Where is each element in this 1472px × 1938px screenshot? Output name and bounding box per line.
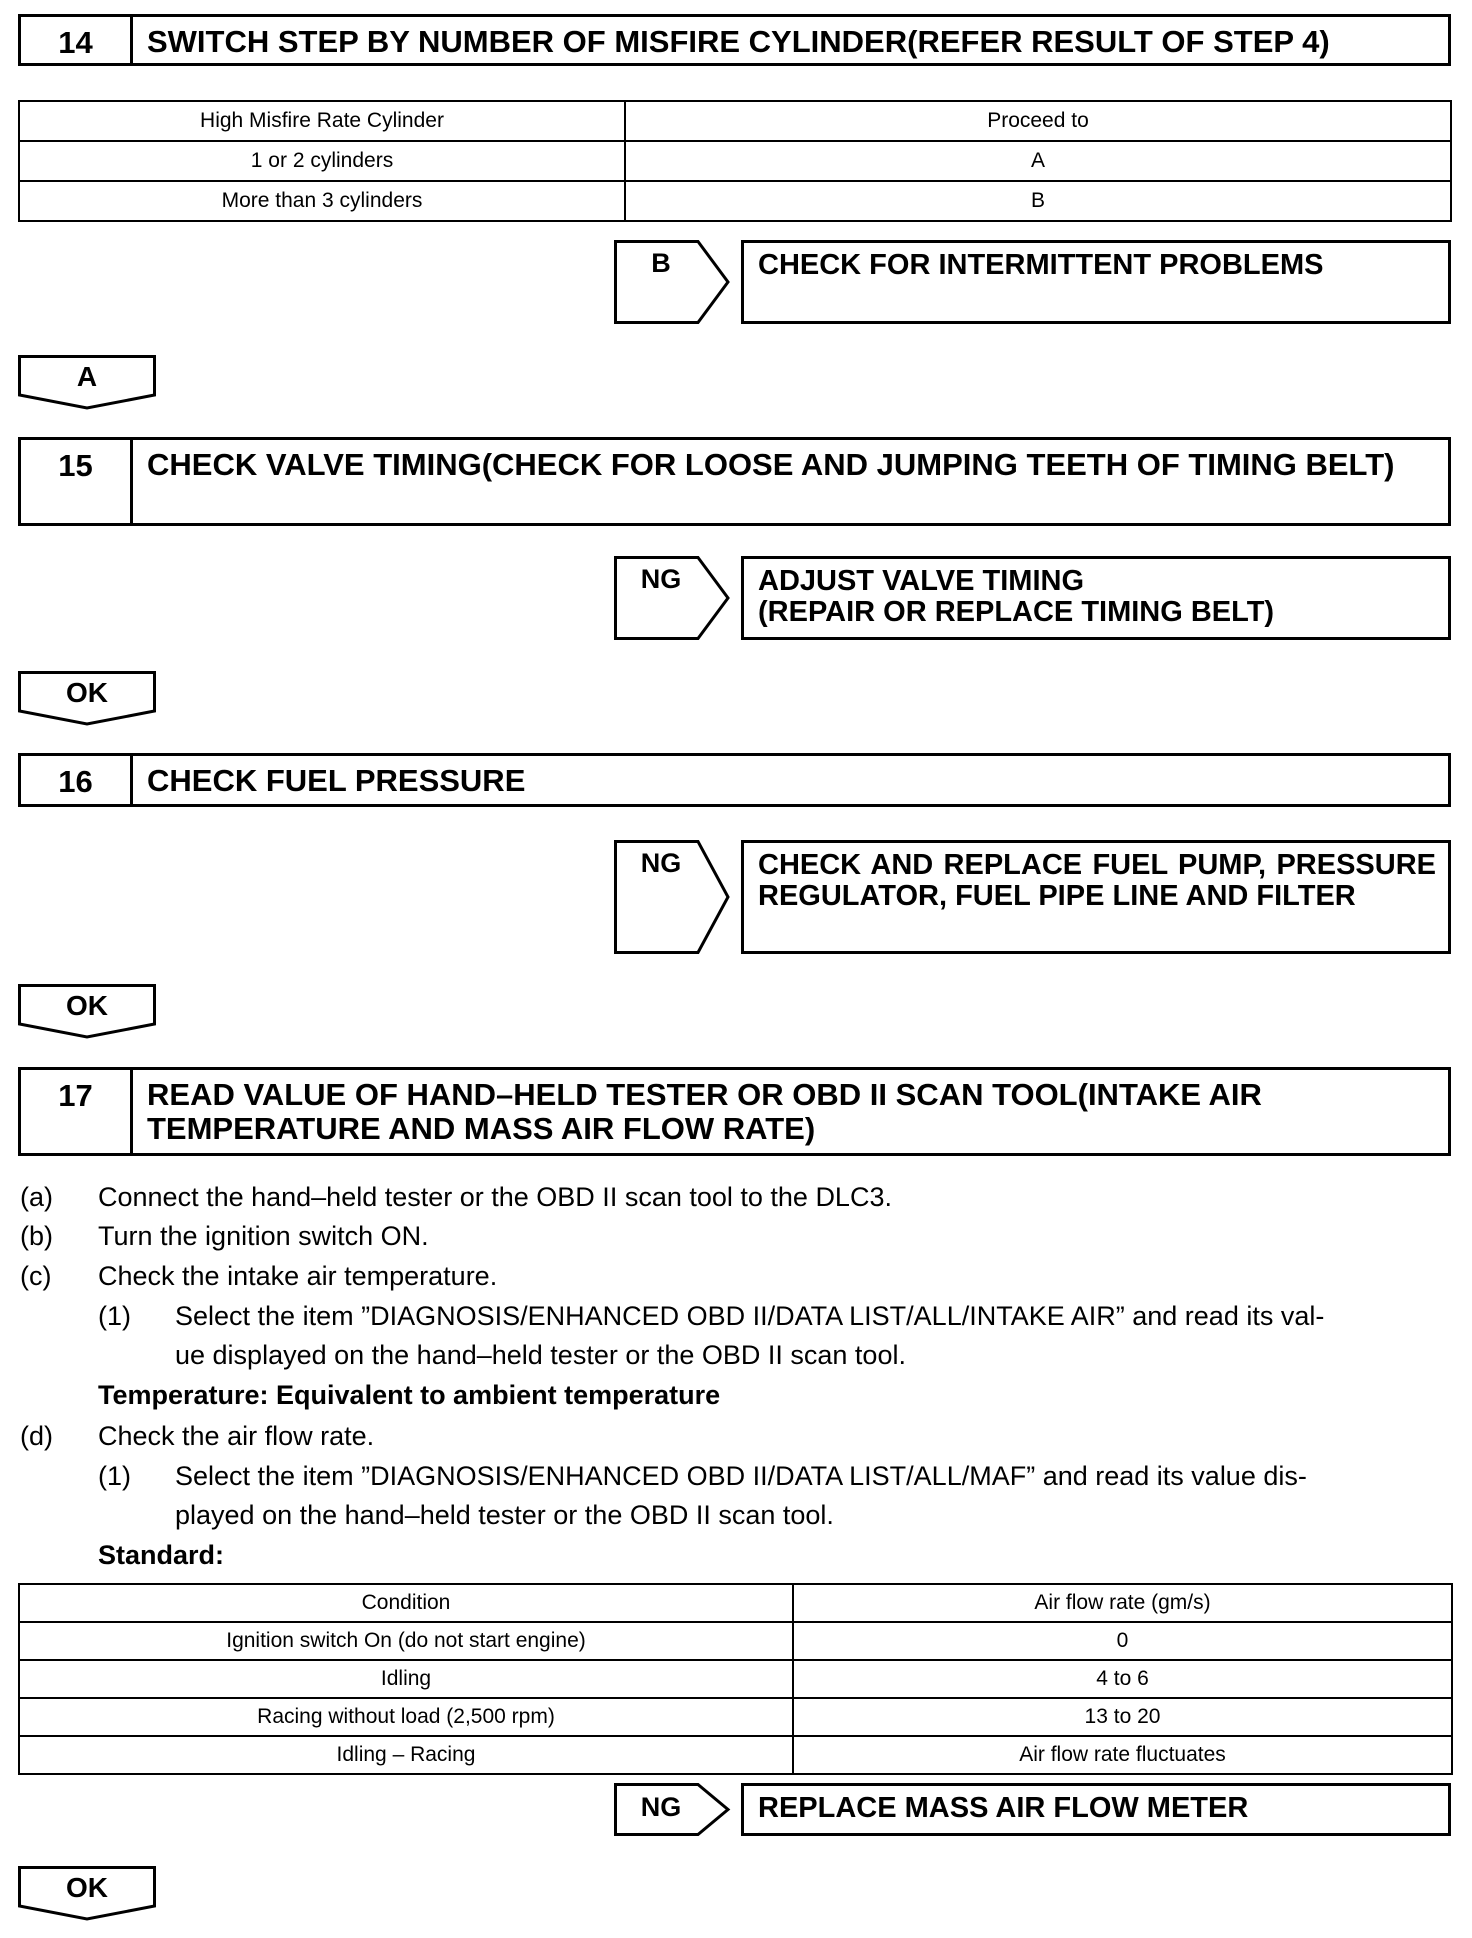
branch-label: NG xyxy=(640,848,682,878)
step-number: 16 xyxy=(21,756,133,804)
table-header-cell: Condition xyxy=(19,1584,793,1622)
temperature-spec: Temperature: Equivalent to ambient temperature xyxy=(98,1380,721,1410)
table-header-cell: High Misfire Rate Cylinder xyxy=(19,101,625,141)
standard-label: Standard: xyxy=(98,1540,225,1570)
procedure-text: Check the intake air temperature. xyxy=(98,1261,498,1291)
table-cell: Idling xyxy=(19,1660,793,1698)
procedure-text: ue displayed on the hand–held tester or the OBD II scan tool. xyxy=(175,1340,906,1370)
table-cell: Air flow rate fluctuates xyxy=(793,1736,1452,1774)
step-number: 14 xyxy=(21,17,133,63)
flow-tab-ok xyxy=(18,1866,156,1921)
table-header-cell: Proceed to xyxy=(625,101,1451,141)
step-title: CHECK FUEL PRESSURE xyxy=(147,763,526,798)
branch-arrow-ng xyxy=(614,1783,739,1836)
table-cell: Ignition switch On (do not start engine) xyxy=(19,1622,793,1660)
procedure-text: Check the air flow rate. xyxy=(98,1421,375,1451)
procedure-text: Select the item ”DIAGNOSIS/ENHANCED OBD II/DATA LIST/ALL/MAF” and read its value dis- xyxy=(175,1461,1307,1491)
branch-arrow-b xyxy=(614,240,739,324)
step-14-header xyxy=(18,14,1451,66)
branch-result-box xyxy=(741,556,1451,640)
table-cell: A xyxy=(625,141,1451,181)
branch-label: NG xyxy=(640,564,682,594)
branch-label: B xyxy=(651,248,671,278)
procedure-text: Turn the ignition switch ON. xyxy=(98,1221,429,1251)
table-header-row xyxy=(19,1584,1452,1622)
procedure-text: Select the item ”DIAGNOSIS/ENHANCED OBD II/DATA LIST/ALL/INTAKE AIR” and read its val- xyxy=(175,1301,1325,1331)
table-header-cell: Air flow rate (gm/s) xyxy=(793,1584,1452,1622)
item-marker: (1) xyxy=(98,1301,131,1331)
flow-tab-label: OK xyxy=(66,677,108,708)
table-cell: Racing without load (2,500 rpm) xyxy=(19,1698,793,1736)
table-cell: Idling – Racing xyxy=(19,1736,793,1774)
table-row xyxy=(19,1622,1452,1660)
step-title: CHECK VALVE TIMING(CHECK FOR LOOSE AND JUMPING TEETH OF TIMING BELT) xyxy=(147,447,1395,482)
step-title: SWITCH STEP BY NUMBER OF MISFIRE CYLINDER(REFER RESULT OF STEP 4) xyxy=(147,24,1330,59)
step-number: 17 xyxy=(21,1070,133,1153)
item-marker: (d) xyxy=(20,1421,53,1451)
branch-result-line: (REPAIR OR REPLACE TIMING BELT) xyxy=(758,596,1275,628)
table-cell: B xyxy=(625,181,1451,221)
flow-tab-label: OK xyxy=(66,990,108,1021)
flow-tab-label: OK xyxy=(66,1872,108,1903)
item-marker: (1) xyxy=(98,1461,131,1491)
table-cell: 0 xyxy=(793,1622,1452,1660)
table-header-row xyxy=(19,101,1451,141)
flow-tab-a xyxy=(18,355,156,410)
table-row xyxy=(19,1698,1452,1736)
item-marker: (a) xyxy=(20,1182,53,1212)
branch-arrow-ng xyxy=(614,556,739,640)
step-title: READ VALUE OF HAND–HELD TESTER OR OBD II SCAN TOOL(INTAKE AIR TEMPERATURE AND MASS AIR FLOW RATE) xyxy=(147,1077,1262,1146)
table-row xyxy=(19,141,1451,181)
branch-result-box: REPLACE MASS AIR FLOW METER xyxy=(741,1783,1451,1836)
branch-result-line: ADJUST VALVE TIMING xyxy=(758,565,1084,597)
branch-result-box: CHECK FOR INTERMITTENT PROBLEMS xyxy=(741,240,1451,324)
flow-tab-label: A xyxy=(76,361,98,392)
table-cell: More than 3 cylinders xyxy=(19,181,625,221)
table-cell: 4 to 6 xyxy=(793,1660,1452,1698)
flow-tab-ok xyxy=(18,671,156,726)
table-cell: 1 or 2 cylinders xyxy=(19,141,625,181)
step-16-header xyxy=(18,753,1451,807)
step-number: 15 xyxy=(21,440,133,523)
step-17-header xyxy=(18,1067,1451,1156)
step-15-header xyxy=(18,437,1451,526)
table-row xyxy=(19,181,1451,221)
branch-result-box: CHECK AND REPLACE FUEL PUMP, PRESSURE REGULATOR, FUEL PIPE LINE AND FILTER xyxy=(741,840,1451,954)
misfire-cylinder-table xyxy=(18,100,1452,222)
procedure-text: Connect the hand–held tester or the OBD II scan tool to the DLC3. xyxy=(98,1182,892,1212)
air-flow-standard-table xyxy=(18,1583,1453,1775)
table-row xyxy=(19,1660,1452,1698)
item-marker: (c) xyxy=(20,1261,52,1291)
table-cell: 13 to 20 xyxy=(793,1698,1452,1736)
branch-arrow-ng xyxy=(614,840,739,954)
branch-label: NG xyxy=(640,1792,682,1822)
flow-tab-ok xyxy=(18,984,156,1039)
item-marker: (b) xyxy=(20,1221,53,1251)
table-row xyxy=(19,1736,1452,1774)
procedure-text: played on the hand–held tester or the OBD II scan tool. xyxy=(175,1500,834,1530)
